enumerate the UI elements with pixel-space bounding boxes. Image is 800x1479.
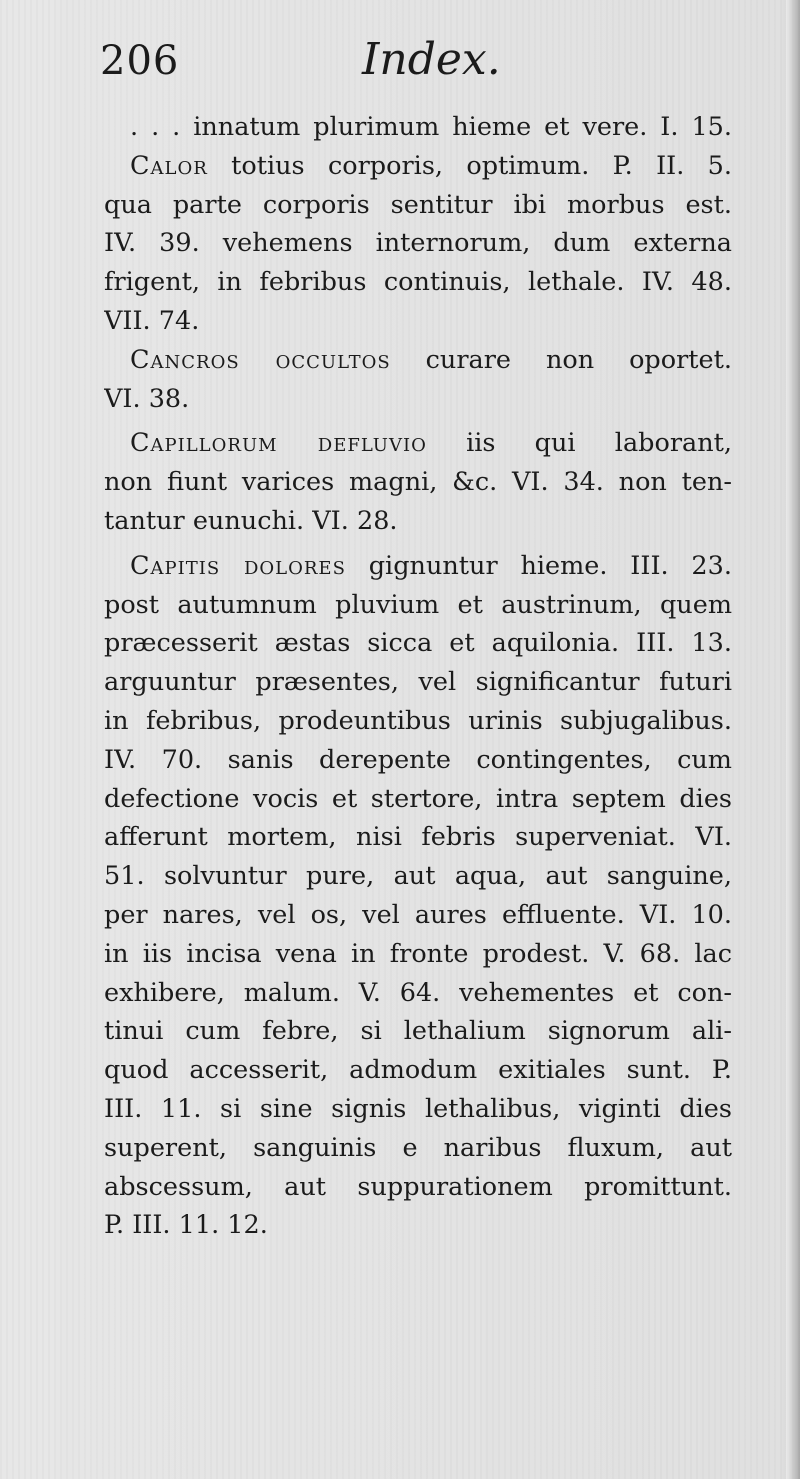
text-line: tinui cum febre, si lethalium signorum ali- (104, 1016, 732, 1047)
text-line: exhibere, malum. V. 64. vehementes et con- (104, 977, 732, 1008)
text-line: præcesserit æstas sicca et aquilonia. III. 13. (104, 628, 732, 659)
text-line: superent, sanguinis e naribus fluxum, aut (104, 1132, 732, 1163)
entry-capillorum: Capillorum defluvio iis qui laborant, (130, 428, 732, 459)
page-header (100, 34, 740, 94)
text-line: 51. solvuntur pure, aut aqua, aut sanguine, (104, 861, 732, 892)
headword: Calor (130, 150, 208, 181)
text-line: VI. 38. (104, 383, 190, 414)
text-line: in iis incisa vena in fronte prodest. V. 68. lac (104, 938, 732, 969)
entry-capitis: Capitis dolores gignuntur hieme. III. 23. (130, 550, 732, 581)
headword: Capitis dolores (130, 550, 346, 581)
text-line: post autumnum pluvium et austrinum, quem (104, 589, 732, 620)
index-text (104, 108, 732, 1245)
entry-calor: Calor totius corporis, optimum. P. II. 5. (130, 150, 732, 181)
text-line: quod accesserit, admodum exitiales sunt. P. (104, 1055, 732, 1086)
entry-cancros: Cancros occultos curare non oportet. (130, 344, 732, 375)
text-line: VII. 74. (104, 305, 200, 336)
page-number: 206 (100, 38, 180, 84)
text-line: afferunt mortem, nisi febris superveniat. VI. (104, 822, 732, 853)
headword: Cancros occultos (130, 344, 391, 375)
page-edge-shadow (786, 0, 800, 1479)
text-line: P. III. 11. 12. (104, 1210, 268, 1241)
text-line: arguuntur præsentes, vel significantur futuri (104, 667, 732, 698)
text-line: non fiunt varices magni, &c. VI. 34. non ten- (104, 467, 732, 498)
text-line: III. 11. si sine signis lethalibus, viginti dies (104, 1093, 732, 1124)
text-line: in febribus, prodeuntibus urinis subjugalibus. (104, 705, 732, 736)
text-line: per nares, vel os, vel aures effluente. VI. 10. (104, 899, 732, 930)
text-line: qua parte corporis sentitur ibi morbus est. (104, 189, 732, 220)
text-line: frigent, in febribus continuis, lethale. IV. 48. (104, 267, 732, 298)
text-line: IV. 39. vehemens internorum, dum externa (104, 228, 732, 259)
text-line: . . . innatum plurimum hieme et vere. I. 15. (130, 112, 732, 142)
text-line: defectione vocis et stertore, intra septem dies (104, 783, 732, 814)
text-line: IV. 70. sanis derepente contingentes, cum (104, 744, 732, 775)
running-title: Index. (362, 34, 501, 85)
text-line: abscessum, aut suppurationem promittunt. (104, 1171, 732, 1202)
headword: Capillorum defluvio (130, 428, 427, 459)
text-line: tantur eunuchi. VI. 28. (104, 505, 398, 536)
